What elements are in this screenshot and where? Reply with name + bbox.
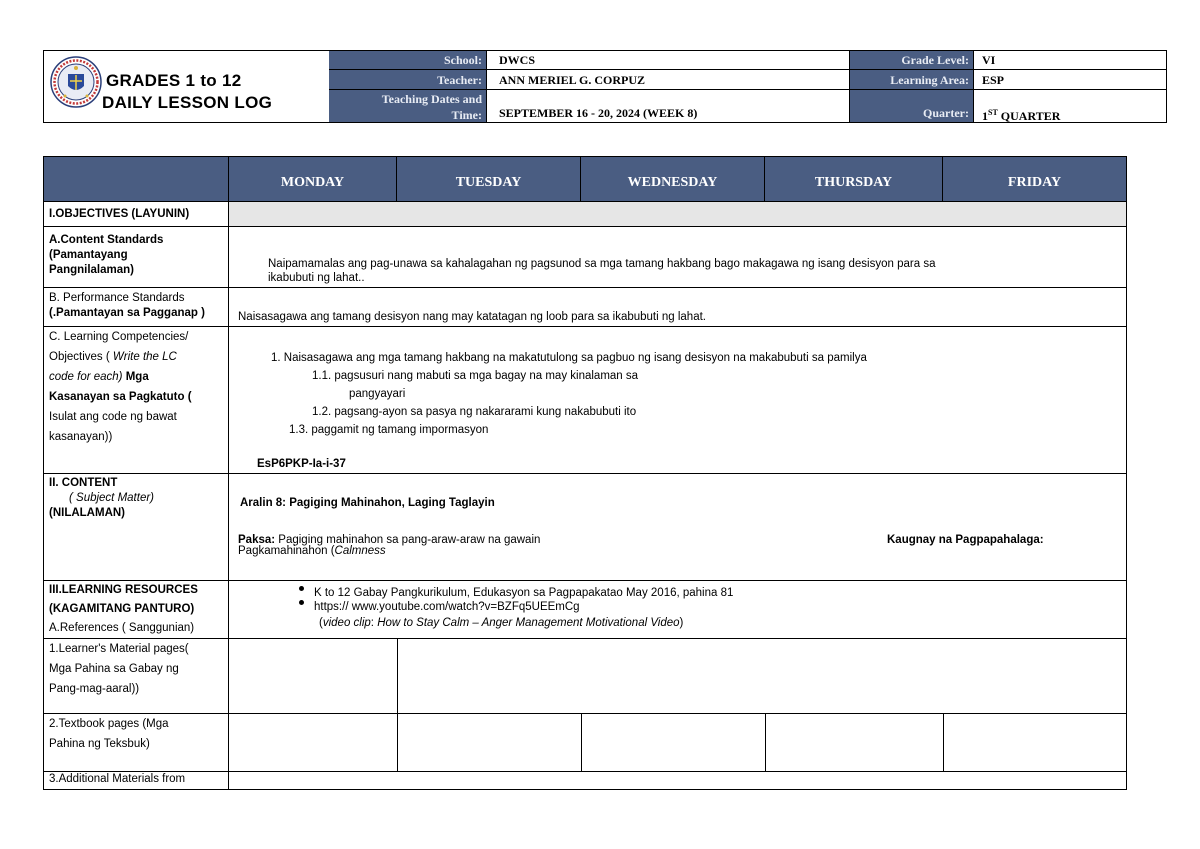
paksa-text: Pagiging mahinahon sa pang-araw-araw na gawain xyxy=(275,534,541,546)
competencies-label-2 xyxy=(49,347,228,367)
content-standards-label xyxy=(44,227,229,287)
aralin-title: Aralin 8: Pagiging Mahinahon, Laging Taglayin xyxy=(240,497,495,509)
day-friday: FRIDAY xyxy=(943,157,1126,201)
day-monday: MONDAY xyxy=(229,157,397,201)
performance-standards-row xyxy=(44,288,1126,327)
content-standards-label-3: Pangnilalaman) xyxy=(49,264,134,276)
quarter-word: QUARTER xyxy=(997,109,1061,122)
resources-label-2: (KAGAMITANG PANTURO) xyxy=(49,603,195,615)
reference-1: K to 12 Gabay Pangkurikulum, Edukasyon sa Pagpapakatao May 2016, pahina 81 xyxy=(314,587,734,599)
content-standards-label-1: A.Content Standards xyxy=(49,234,164,246)
competencies-row xyxy=(44,327,1126,474)
textbook-label xyxy=(44,714,229,771)
learner-material-label-3: Pang-mag-aaral)) xyxy=(49,683,140,695)
pagpapahalaga-text: Pagkamahinahon ( xyxy=(238,545,335,557)
competencies-label-2b: Write the LC xyxy=(112,351,177,363)
competencies-label-3b: Mga xyxy=(122,371,149,383)
additional-materials-row xyxy=(44,772,1126,789)
performance-standards-label-1: B. Performance Standards xyxy=(49,292,185,304)
content-standards-label-2: (Pamantayang xyxy=(49,249,128,261)
quarter-label: Quarter: xyxy=(849,90,973,122)
content-standards-text-2: ikabubuti ng lahat.. xyxy=(268,272,365,284)
competencies-label-6: kasanayan)) xyxy=(49,431,113,443)
textbook-label-1: 2.Textbook pages (Mga xyxy=(49,718,169,730)
competencies-label-4: Kasanayan sa Pagkatuto ( xyxy=(49,391,192,403)
textbook-row xyxy=(44,714,1126,772)
learner-material-label-2: Mga Pahina sa Gabay ng xyxy=(49,663,179,675)
day-header-row xyxy=(44,157,1126,202)
additional-materials-label: 3.Additional Materials from xyxy=(44,772,229,789)
objectives-shaded-cell xyxy=(229,202,1126,226)
competencies-label-3 xyxy=(49,367,228,387)
performance-standards-label xyxy=(44,288,229,326)
school-value: DWCS xyxy=(486,51,849,70)
competency-item-1-1: 1.1. pagsusuri nang mabuti sa mga bagay na may kinalaman sa xyxy=(312,370,639,382)
teaching-dates-label-line1: Teaching Dates and xyxy=(381,92,482,106)
grade-level-label: Grade Level: xyxy=(849,51,973,70)
teacher-value: ANN MERIEL G. CORPUZ xyxy=(486,70,849,90)
ref-3-colon: : xyxy=(370,617,378,629)
content-standards-row xyxy=(44,227,1126,288)
reference-2-url[interactable]: https:// www.youtube.com/watch?v=BZFq5UEEmCg xyxy=(314,601,580,613)
resources-label xyxy=(44,581,229,638)
competency-item-1-3: 1.3. paggamit ng tamang impormasyon xyxy=(289,424,489,436)
competencies-label xyxy=(44,327,229,473)
resources-row xyxy=(44,581,1126,639)
learning-area-value: ESP xyxy=(973,70,1166,90)
content-label-3: (NILALAMAN) xyxy=(49,507,126,519)
paksa-label: Paksa: xyxy=(238,534,276,546)
day-wednesday: WEDNESDAY xyxy=(581,157,765,201)
competencies-label-3a: code for each) xyxy=(49,371,123,383)
learner-material-row xyxy=(44,639,1126,714)
column-divider xyxy=(397,639,398,713)
teaching-dates-label-line2: Time: xyxy=(451,108,482,122)
lesson-log-header xyxy=(43,50,1167,123)
competencies-label-5: Isulat ang code ng bawat xyxy=(49,411,177,423)
bullet-dot xyxy=(299,586,304,591)
content-row xyxy=(44,474,1126,581)
objectives-row xyxy=(44,202,1126,227)
day-thursday: THURSDAY xyxy=(765,157,943,201)
column-divider xyxy=(581,714,582,771)
resources-label-3: A.References ( Sanggunian) xyxy=(49,622,195,634)
day-tuesday: TUESDAY xyxy=(397,157,581,201)
ref-3-open: ( xyxy=(319,617,323,629)
school-label: School: xyxy=(329,51,486,70)
competency-code: EsP6PKP-Ia-i-37 xyxy=(257,458,346,470)
deped-seal-icon xyxy=(50,56,102,108)
grade-level-value: VI xyxy=(973,51,1166,70)
quarter-number: 1 xyxy=(982,109,988,122)
objectives-label: I.OBJECTIVES (LAYUNIN) xyxy=(44,202,229,226)
ref-3-close: ) xyxy=(679,617,684,629)
learner-material-label xyxy=(44,639,229,713)
performance-standards-text: Naisasagawa ang tamang desisyon nang may katatagan ng loob para sa ikabubuti ng lahat. xyxy=(238,311,706,323)
ref-3-title: How to Stay Calm – Anger Management Motivational Video xyxy=(377,617,680,629)
brand-title-line2: DAILY LESSON LOG xyxy=(102,93,273,112)
lesson-plan-table xyxy=(43,156,1127,790)
kaugnay-label: Kaugnay na Pagpapahalaga: xyxy=(887,534,1044,546)
quarter-value xyxy=(973,90,1166,122)
brand-title-line1: GRADES 1 to 12 xyxy=(106,71,242,90)
teaching-dates-label xyxy=(329,90,486,122)
corner-cell xyxy=(44,157,229,201)
competencies-label-1: C. Learning Competencies/ xyxy=(49,331,189,343)
content-standards-text-1: Naipamamalas ang pag-unawa sa kahalagahan ng pagsunod sa mga tamang hakbang bago makagawa ng isang desisyon para sa xyxy=(268,258,936,270)
learner-material-label-1: 1.Learner's Material pages( xyxy=(49,643,189,655)
performance-standards-label-2: (.Pamantayan sa Pagganap ) xyxy=(49,307,205,319)
textbook-label-2: Pahina ng Teksbuk) xyxy=(49,738,150,750)
quarter-suffix: ST xyxy=(988,108,998,117)
column-divider xyxy=(943,714,944,771)
header-brand xyxy=(44,51,329,122)
column-divider xyxy=(765,714,766,771)
content-label xyxy=(44,474,229,580)
learning-area-label: Learning Area: xyxy=(849,70,973,90)
pagpapahalaga-italic: Calmness xyxy=(334,545,386,557)
bullet-dot xyxy=(299,600,304,605)
competency-item-1-2: 1.2. pagsang-ayon sa pasya ng nakararami kung nakabubuti ito xyxy=(312,406,637,418)
competency-item-1: 1. Naisasagawa ang mga tamang hakbang na makatutulong sa pagbuo ng isang desisyon na makabubuti sa pamilya xyxy=(271,352,867,364)
pagpapahalaga-line xyxy=(238,544,386,558)
resources-label-1: III.LEARNING RESOURCES xyxy=(49,584,198,596)
competency-item-1-1b: pangyayari xyxy=(349,388,406,400)
column-divider xyxy=(397,714,398,771)
teacher-label: Teacher: xyxy=(329,70,486,90)
content-label-1: II. CONTENT xyxy=(49,477,118,489)
competencies-label-2a: Objectives ( xyxy=(49,351,113,363)
content-label-2: ( Subject Matter) xyxy=(69,492,154,504)
reference-3 xyxy=(319,616,683,630)
ref-3-clip: video clip xyxy=(322,617,371,629)
teaching-dates-value: SEPTEMBER 16 - 20, 2024 (WEEK 8) xyxy=(486,90,849,122)
